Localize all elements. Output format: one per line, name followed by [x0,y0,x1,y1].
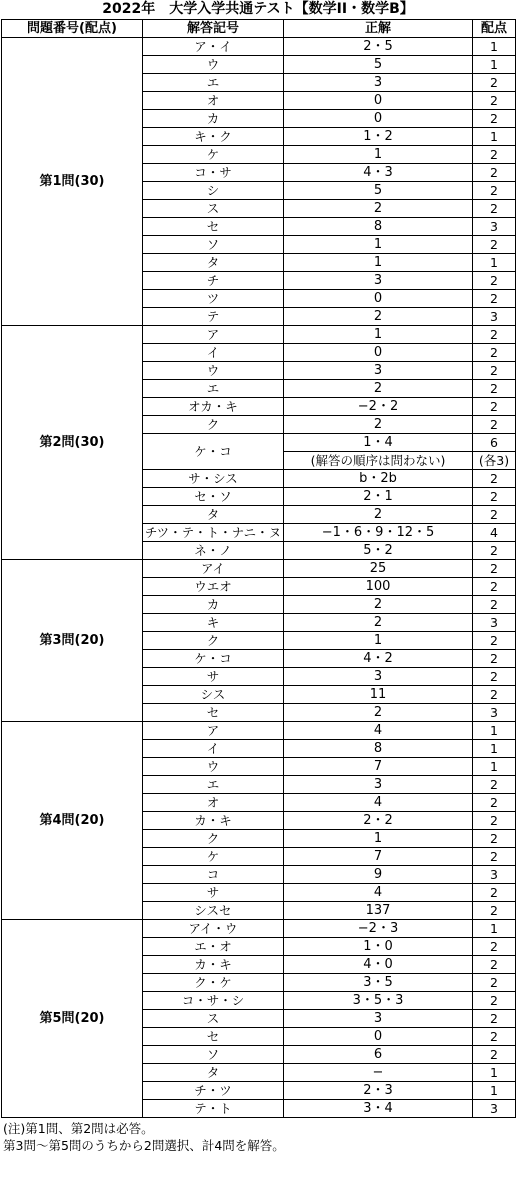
answer-code-cell: ウ [143,362,284,380]
answer-code-cell: セ [143,1028,284,1046]
section-label: 第3問(20) [2,560,143,722]
points-cell: 2 [473,938,516,956]
answer-code-cell: ケ・コ [143,434,284,470]
table-row [2,326,516,344]
correct-answer-cell: 3 [284,74,473,92]
points-cell: 2 [473,506,516,524]
points-cell: 2 [473,326,516,344]
points-cell: 2 [473,380,516,398]
correct-answer-cell: 6 [284,1046,473,1064]
table-row [2,38,516,56]
points-cell: 2 [473,182,516,200]
answer-code-cell: チツ・テ・ト・ナニ・ヌ [143,524,284,542]
answer-code-cell: テ・ト [143,1100,284,1118]
points-cell: 1 [473,1064,516,1082]
correct-answer-cell: −1・6・9・12・5 [284,524,473,542]
correct-answer-cell: 3 [284,362,473,380]
answer-code-cell: ウ [143,758,284,776]
points-cell: 2 [473,236,516,254]
answer-code-cell: サ [143,668,284,686]
table-row [2,722,516,740]
correct-answer-cell: 1 [284,632,473,650]
answer-code-cell: ス [143,200,284,218]
points-note-cell: (各3) [473,452,516,470]
correct-answer-cell: 0 [284,1028,473,1046]
correct-answer-cell: 1 [284,236,473,254]
points-cell: 1 [473,920,516,938]
correct-answer-cell: 3・5・3 [284,992,473,1010]
correct-answer-cell: 3 [284,272,473,290]
header-correct: 正解 [284,20,473,38]
page-title: 2022年 大学入学共通テスト【数学II・数学B】 [102,1,414,17]
answer-table [1,19,516,1118]
points-cell: 2 [473,542,516,560]
answer-code-cell: ク・ケ [143,974,284,992]
correct-answer-cell: 100 [284,578,473,596]
answer-code-cell: キ・ク [143,128,284,146]
correct-answer-cell: 4 [284,884,473,902]
correct-answer-cell: 1・2 [284,128,473,146]
answer-code-cell: テ [143,308,284,326]
points-cell: 2 [473,1010,516,1028]
points-cell: 2 [473,398,516,416]
points-cell: 2 [473,632,516,650]
answer-code-cell: ケ [143,848,284,866]
correct-answer-cell: 2 [284,200,473,218]
answer-code-cell: タ [143,506,284,524]
points-cell: 1 [473,38,516,56]
answer-code-cell: サ [143,884,284,902]
points-cell: 2 [473,596,516,614]
correct-answer-cell: 5 [284,56,473,74]
points-cell: 2 [473,1028,516,1046]
correct-answer-cell: 2 [284,416,473,434]
points-cell: 2 [473,812,516,830]
correct-answer-cell: 3・4 [284,1100,473,1118]
correct-answer-cell: 2・2 [284,812,473,830]
answer-code-cell: セ・ソ [143,488,284,506]
points-cell: 2 [473,146,516,164]
answer-code-cell: ク [143,416,284,434]
answer-code-cell: ア [143,326,284,344]
correct-answer-cell: −2・2 [284,398,473,416]
answer-code-cell: ネ・ノ [143,542,284,560]
answer-code-cell: ウエオ [143,578,284,596]
points-cell: 2 [473,200,516,218]
points-cell: 2 [473,110,516,128]
points-cell: 2 [473,290,516,308]
points-cell: 2 [473,794,516,812]
correct-answer-cell: 0 [284,290,473,308]
correct-answer-cell: 0 [284,92,473,110]
points-cell: 1 [473,254,516,272]
answer-code-cell: アイ [143,560,284,578]
answer-code-cell: エ [143,74,284,92]
answer-code-cell: オ [143,794,284,812]
points-cell: 2 [473,344,516,362]
answer-code-cell: セ [143,218,284,236]
correct-answer-cell: −2・3 [284,920,473,938]
points-cell: 2 [473,902,516,920]
correct-answer-cell: 1 [284,254,473,272]
answer-code-cell: エ [143,776,284,794]
points-cell: 2 [473,92,516,110]
points-cell: 2 [473,470,516,488]
points-cell: 1 [473,722,516,740]
answer-code-cell: オ [143,92,284,110]
answer-code-cell: タ [143,254,284,272]
points-cell: 2 [473,974,516,992]
points-cell: 2 [473,650,516,668]
points-cell: 2 [473,164,516,182]
points-cell: 3 [473,1100,516,1118]
points-cell: 2 [473,884,516,902]
points-cell: 3 [473,704,516,722]
answer-code-cell: ウ [143,56,284,74]
answer-code-cell: キ [143,614,284,632]
correct-answer-cell: 2・3 [284,1082,473,1100]
answer-code-cell: ア [143,722,284,740]
points-cell: 2 [473,992,516,1010]
correct-answer-cell: 1 [284,146,473,164]
correct-answer-cell: 3・5 [284,974,473,992]
answer-code-cell: コ・サ・シ [143,992,284,1010]
section-label: 第4問(20) [2,722,143,920]
points-cell: 2 [473,488,516,506]
points-cell: 3 [473,308,516,326]
header-points: 配点 [473,20,516,38]
correct-answer-cell: 11 [284,686,473,704]
answer-code-cell: アイ・ウ [143,920,284,938]
points-cell: 2 [473,578,516,596]
answer-code-cell: ソ [143,236,284,254]
correct-answer-cell: 0 [284,344,473,362]
answer-code-cell: エ [143,380,284,398]
points-cell: 1 [473,56,516,74]
points-cell: 2 [473,74,516,92]
answer-code-cell: ク [143,830,284,848]
answer-note-cell: (解答の順序は問わない) [284,452,473,470]
answer-code-cell: コ [143,866,284,884]
points-cell: 1 [473,740,516,758]
section-label: 第5問(20) [2,920,143,1118]
footnotes [3,1120,516,1154]
correct-answer-cell: − [284,1064,473,1082]
answer-code-cell: ア・イ [143,38,284,56]
points-cell: 2 [473,560,516,578]
correct-answer-cell: 2 [284,308,473,326]
correct-answer-cell: 1・0 [284,938,473,956]
points-cell: 2 [473,830,516,848]
table-header-row [2,20,516,38]
points-cell: 2 [473,776,516,794]
points-cell: 1 [473,758,516,776]
note-line: 第3問～第5問のうちから2問選択、計4問を解答。 [3,1138,285,1153]
answer-code-cell: シスセ [143,902,284,920]
answer-code-cell: チ・ツ [143,1082,284,1100]
answer-code-cell: カ・キ [143,956,284,974]
points-cell: 3 [473,218,516,236]
answer-code-cell: カ [143,110,284,128]
correct-answer-cell: 2 [284,704,473,722]
correct-answer-cell: 7 [284,848,473,866]
table-body [2,38,516,1118]
points-cell: 2 [473,1046,516,1064]
answer-code-cell: チ [143,272,284,290]
correct-answer-cell: 4・2 [284,650,473,668]
correct-answer-cell: 4 [284,722,473,740]
answer-code-cell: タ [143,1064,284,1082]
correct-answer-cell: 1 [284,326,473,344]
section-label: 第2問(30) [2,326,143,560]
answer-code-cell: コ・サ [143,164,284,182]
correct-answer-cell: 8 [284,218,473,236]
correct-answer-cell: 7 [284,758,473,776]
answer-code-cell: オカ・キ [143,398,284,416]
answer-code-cell: ケ・コ [143,650,284,668]
correct-answer-cell: 8 [284,740,473,758]
section-label: 第1問(30) [2,38,143,326]
table-row [2,560,516,578]
answer-code-cell: イ [143,740,284,758]
points-cell: 2 [473,668,516,686]
points-cell: 4 [473,524,516,542]
points-cell: 2 [473,272,516,290]
answer-code-cell: サ・シス [143,470,284,488]
correct-answer-cell: 5 [284,182,473,200]
table-row [2,920,516,938]
correct-answer-cell: 3 [284,1010,473,1028]
answer-code-cell: イ [143,344,284,362]
note-line: (注)第1問、第2問は必答。 [3,1121,154,1136]
answer-code-cell: ス [143,1010,284,1028]
answer-code-cell: シス [143,686,284,704]
correct-answer-cell: 137 [284,902,473,920]
points-cell: 6 [473,434,516,452]
points-cell: 2 [473,956,516,974]
correct-answer-cell: 2 [284,506,473,524]
answer-code-cell: ケ [143,146,284,164]
answer-code-cell: カ・キ [143,812,284,830]
correct-answer-cell: 2 [284,614,473,632]
correct-answer-cell: 2・5 [284,38,473,56]
header-answer-code: 解答記号 [143,20,284,38]
correct-answer-cell: 25 [284,560,473,578]
points-cell: 3 [473,614,516,632]
points-cell: 2 [473,362,516,380]
answer-code-cell: シ [143,182,284,200]
answer-code-cell: エ・オ [143,938,284,956]
correct-answer-cell: 9 [284,866,473,884]
correct-answer-cell: b・2b [284,470,473,488]
correct-answer-cell: 1 [284,830,473,848]
points-cell: 1 [473,128,516,146]
answer-code-cell: セ [143,704,284,722]
answer-code-cell: カ [143,596,284,614]
points-cell: 2 [473,686,516,704]
correct-answer-cell: 4 [284,794,473,812]
points-cell: 2 [473,848,516,866]
correct-answer-cell: 2・1 [284,488,473,506]
correct-answer-cell: 4・3 [284,164,473,182]
correct-answer-cell: 3 [284,776,473,794]
correct-answer-cell: 2 [284,596,473,614]
points-cell: 1 [473,1082,516,1100]
header-section: 問題番号(配点) [2,20,143,38]
answer-code-cell: ツ [143,290,284,308]
points-cell: 3 [473,866,516,884]
correct-answer-cell: 5・2 [284,542,473,560]
correct-answer-cell: 4・0 [284,956,473,974]
correct-answer-cell: 3 [284,668,473,686]
correct-answer-cell: 1・4 [284,434,473,452]
answer-code-cell: ソ [143,1046,284,1064]
points-cell: 2 [473,416,516,434]
correct-answer-cell: 0 [284,110,473,128]
answer-code-cell: ク [143,632,284,650]
correct-answer-cell: 2 [284,380,473,398]
